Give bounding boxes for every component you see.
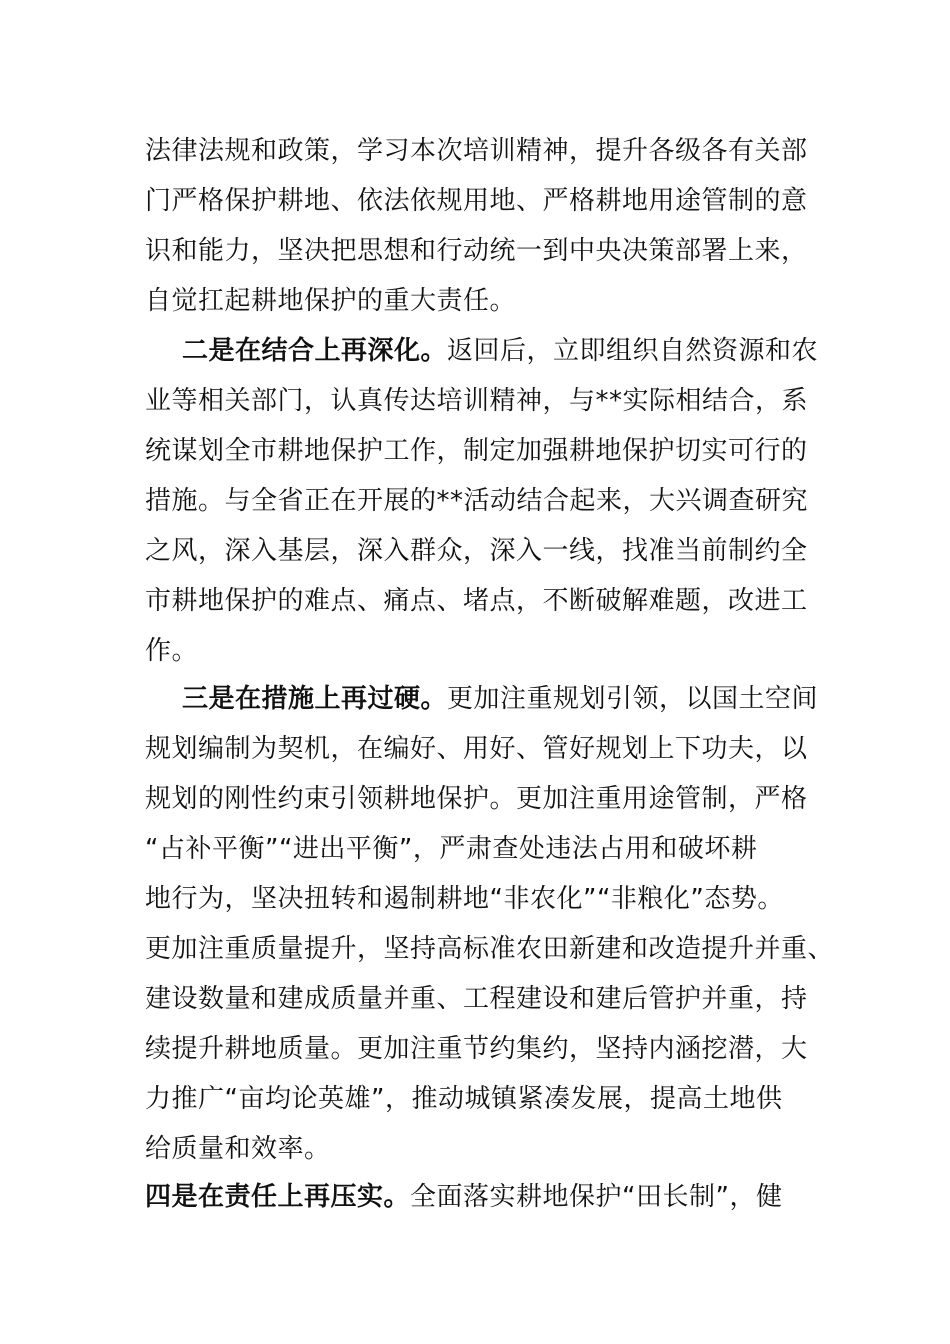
text-line: 更加注重质量提升，坚持高标准农田新建和改造提升并重、 (145, 934, 835, 964)
text-line: 地行为，坚决扭转和遏制耕地“非农化”“非粮化”态势。 (145, 884, 784, 914)
text-line: 市耕地保护的难点、痛点、堵点，不断破解难题，改进工 (145, 586, 808, 616)
text-line: 统谋划全市耕地保护工作，制定加强耕地保护切实可行的 (145, 436, 808, 466)
paragraph-first-line (145, 1172, 782, 1222)
paragraph-first-line (182, 674, 818, 724)
text-line: 业等相关部门，认真传达培训精神，与**实际相结合，系 (145, 386, 809, 416)
text-line: 续提升耕地质量。更加注重节约集约，坚持内涵挖潜，大 (145, 1034, 808, 1064)
text-line: 给质量和效率。 (145, 1134, 331, 1164)
text-line: 力推广“亩均论英雄”，推动城镇紧凑发展，提高土地供 (145, 1084, 783, 1114)
paragraph-first-line (182, 326, 818, 376)
text-line: 规划编制为契机，在编好、用好、管好规划上下功夫，以 (145, 734, 808, 764)
text-span: 全面落实耕地保护“田长制”，健 (410, 1182, 783, 1212)
text-line: 识和能力，坚决把思想和行动统一到中央决策部署上来， (145, 236, 808, 266)
text-line: 法律法规和政策，学习本次培训精神，提升各级各有关部 (145, 136, 808, 166)
text-span: 返回后，立即组织自然资源和农 (447, 336, 819, 366)
text-line: 规划的刚性约束引领耕地保护。更加注重用途管制，严格 (145, 784, 808, 814)
text-line: 自觉扛起耕地保护的重大责任。 (145, 286, 517, 316)
text-line: 建设数量和建成质量并重、工程建设和建后管护并重，持 (145, 984, 808, 1014)
text-line: “占补平衡”“进出平衡”，严肃查处违法占用和破坏耕 (145, 834, 758, 864)
text-span: 更加注重规划引领，以国土空间 (447, 684, 819, 714)
point-heading: 四是在责任上再压实。 (145, 1182, 411, 1212)
point-heading: 三是在措施上再过硬。 (182, 684, 448, 714)
point-heading: 二是在结合上再深化。 (182, 336, 448, 366)
text-line: 措施。与全省正在开展的**活动结合起来，大兴调查研究 (145, 486, 809, 516)
text-line: 门严格保护耕地、依法依规用地、严格耕地用途管制的意 (145, 186, 808, 216)
text-line: 之风，深入基层，深入群众，深入一线，找准当前制约全 (145, 536, 808, 566)
text-line: 作。 (145, 636, 199, 666)
